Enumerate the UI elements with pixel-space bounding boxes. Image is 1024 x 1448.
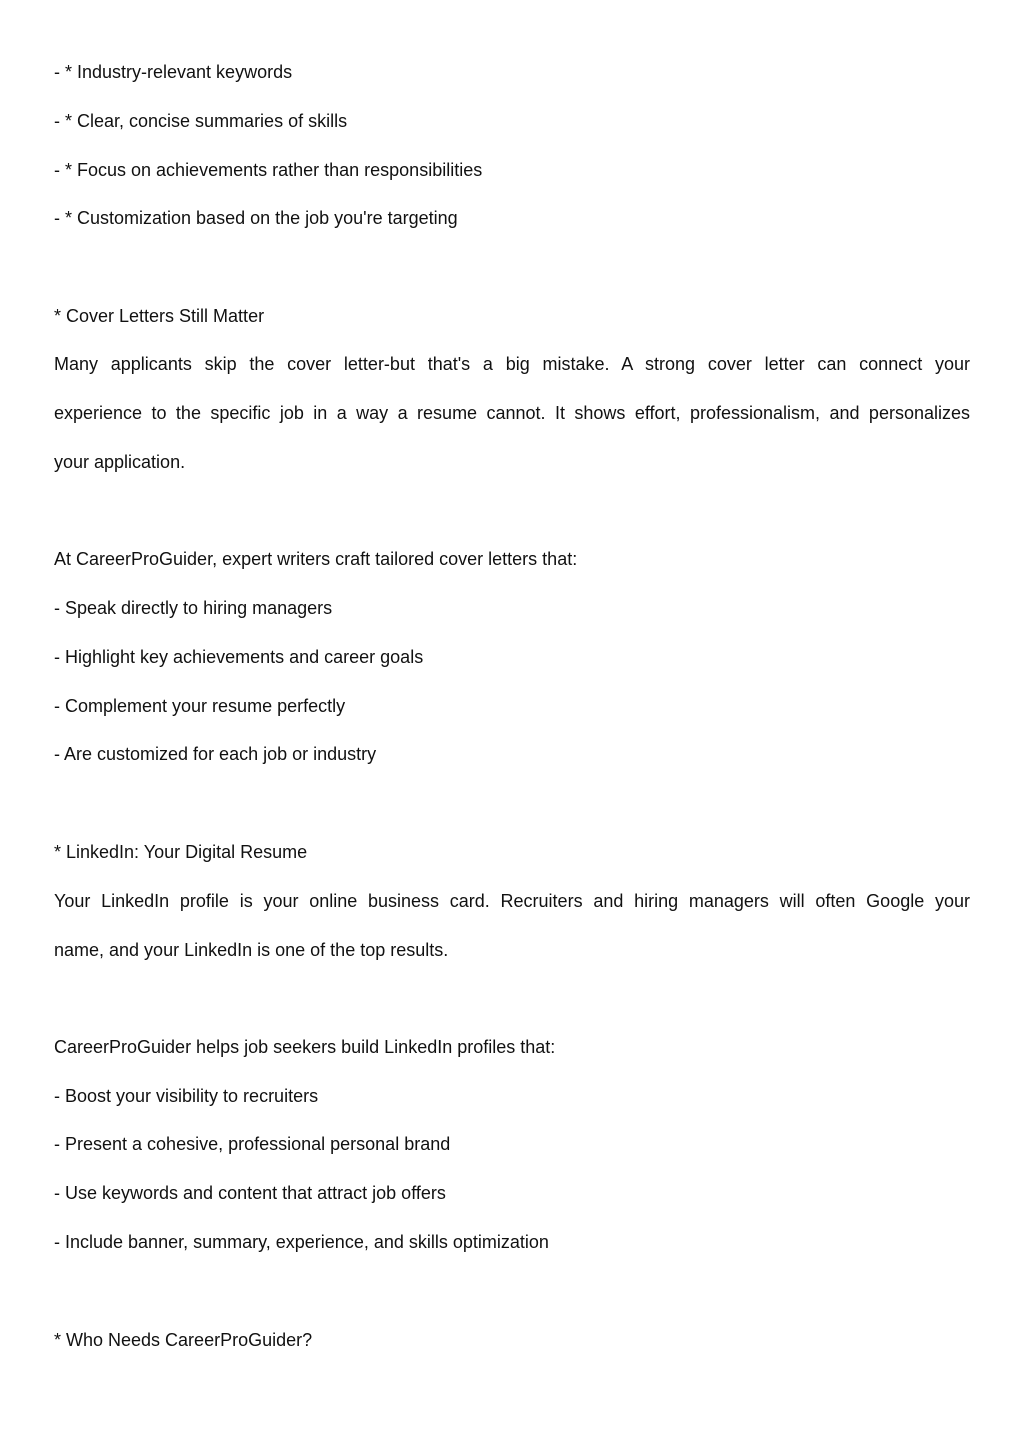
- list-item: - Present a cohesive, professional personal brand: [54, 1134, 451, 1154]
- paragraph-line: name, and your LinkedIn is one of the top results.: [54, 940, 449, 960]
- list-item: - Use keywords and content that attract job offers: [54, 1183, 446, 1203]
- section-heading-who-needs: * Who Needs CareerProGuider?: [54, 1330, 313, 1350]
- list-intro: CareerProGuider helps job seekers build LinkedIn profiles that:: [54, 1037, 556, 1057]
- list-item: - * Customization based on the job you're targeting: [54, 208, 458, 228]
- list-item: - Boost your visibility to recruiters: [54, 1086, 319, 1106]
- section-heading-linkedin: * LinkedIn: Your Digital Resume: [54, 842, 308, 862]
- list-item: - Highlight key achievements and career goals: [54, 647, 424, 667]
- list-item: - * Clear, concise summaries of skills: [54, 111, 348, 131]
- list-item: - Complement your resume perfectly: [54, 696, 346, 716]
- paragraph-line: your application.: [54, 452, 186, 472]
- list-item: - * Industry-relevant keywords: [54, 62, 293, 82]
- list-item: - Include banner, summary, experience, and skills optimization: [54, 1232, 549, 1252]
- paragraph-line: Many applicants skip the cover letter-but that's a big mistake. A strong cover letter can connect your: [54, 354, 970, 374]
- paragraph-line: experience to the specific job in a way a resume cannot. It shows effort, professionalism, and personalizes: [54, 403, 970, 423]
- list-item: - * Focus on achievements rather than responsibilities: [54, 160, 483, 180]
- list-item: - Speak directly to hiring managers: [54, 598, 333, 618]
- paragraph-line: Your LinkedIn profile is your online business card. Recruiters and hiring managers will often Google your: [54, 891, 970, 911]
- list-item: - Are customized for each job or industry: [54, 744, 377, 764]
- section-heading-cover-letters: * Cover Letters Still Matter: [54, 306, 265, 326]
- list-intro: At CareerProGuider, expert writers craft tailored cover letters that:: [54, 549, 578, 569]
